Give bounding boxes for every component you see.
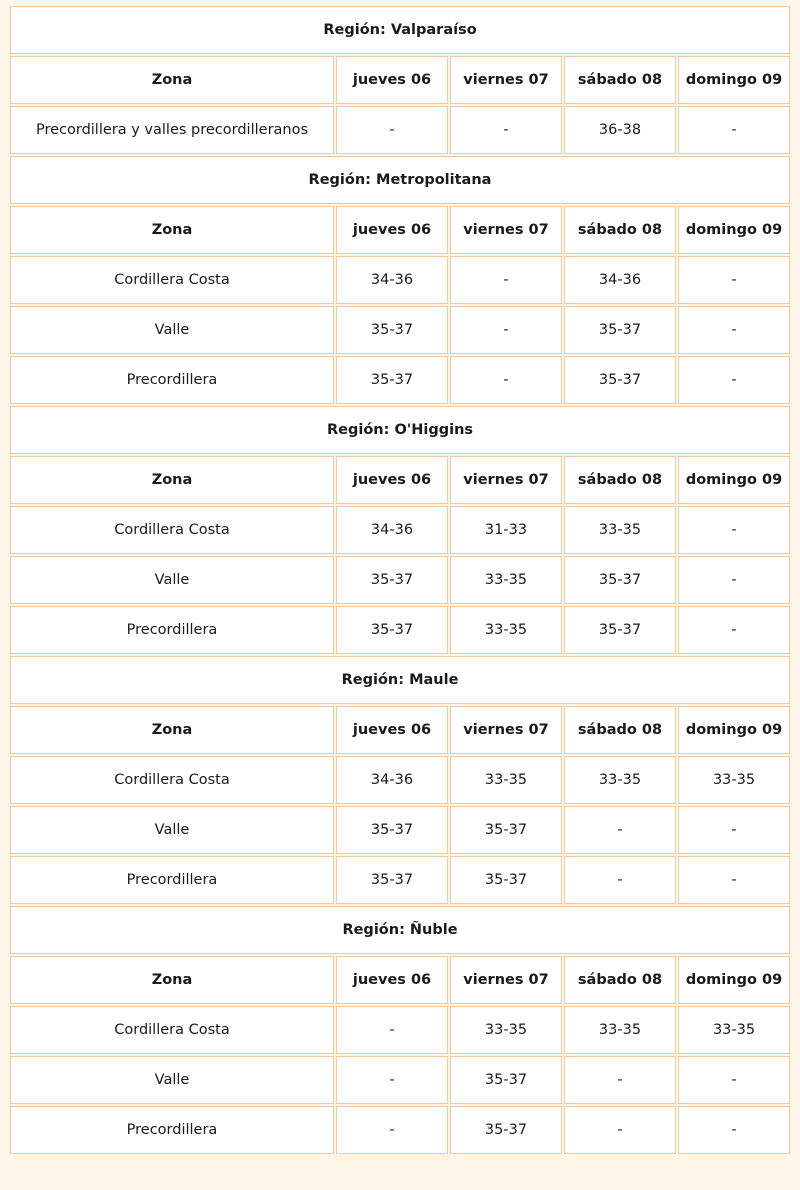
region-header-row [10,906,790,954]
temperature-cell: 35-37 [336,856,448,904]
zona-name-cell: Cordillera Costa [10,256,334,304]
heat-wave-forecast-table [8,4,792,1156]
temperature-cell: - [678,606,790,654]
region-header-row [10,406,790,454]
table-row [10,356,790,404]
temperature-cell: 33-35 [678,756,790,804]
temperature-cell: 35-37 [564,306,676,354]
temperature-cell: - [678,556,790,604]
column-header-row [10,706,790,754]
temperature-cell: 33-35 [678,1006,790,1054]
day-column-header: viernes 07 [450,56,562,104]
temperature-cell: 35-37 [564,556,676,604]
column-header-row [10,56,790,104]
temperature-cell: 34-36 [336,256,448,304]
temperature-cell: 35-37 [450,806,562,854]
day-column-header: sábado 08 [564,956,676,1004]
temperature-cell: 35-37 [564,606,676,654]
temperature-cell: 35-37 [450,856,562,904]
zona-column-header: Zona [10,456,334,504]
day-column-header: jueves 06 [336,56,448,104]
day-column-header: sábado 08 [564,456,676,504]
temperature-cell: - [564,806,676,854]
region-title: Región: Ñuble [10,906,790,954]
day-column-header: domingo 09 [678,706,790,754]
zona-column-header: Zona [10,56,334,104]
temperature-cell: - [678,356,790,404]
temperature-cell: 35-37 [336,606,448,654]
temperature-cell: - [678,1106,790,1154]
zona-name-cell: Valle [10,306,334,354]
zona-name-cell: Cordillera Costa [10,506,334,554]
column-header-row [10,456,790,504]
zona-name-cell: Precordillera [10,356,334,404]
day-column-header: jueves 06 [336,206,448,254]
table-row [10,1006,790,1054]
temperature-cell: - [678,106,790,154]
zona-name-cell: Precordillera [10,856,334,904]
temperature-cell: - [336,1056,448,1104]
temperature-cell: 35-37 [450,1056,562,1104]
temperature-cell: 34-36 [564,256,676,304]
day-column-header: jueves 06 [336,456,448,504]
temperature-cell: 33-35 [450,1006,562,1054]
temperature-cell: - [450,256,562,304]
table-row [10,506,790,554]
table-row [10,1106,790,1154]
day-column-header: domingo 09 [678,956,790,1004]
region-title: Región: Maule [10,656,790,704]
region-header-row [10,156,790,204]
temperature-cell: 34-36 [336,756,448,804]
day-column-header: domingo 09 [678,456,790,504]
temperature-cell: - [336,1106,448,1154]
region-title: Región: Metropolitana [10,156,790,204]
temperature-cell: - [678,856,790,904]
zona-column-header: Zona [10,956,334,1004]
day-column-header: jueves 06 [336,956,448,1004]
column-header-row [10,956,790,1004]
zona-name-cell: Cordillera Costa [10,756,334,804]
region-header-row [10,656,790,704]
temperature-cell: 33-35 [450,556,562,604]
temperature-cell: 35-37 [336,356,448,404]
table-row [10,606,790,654]
temperature-cell: - [678,806,790,854]
day-column-header: viernes 07 [450,706,562,754]
zona-name-cell: Cordillera Costa [10,1006,334,1054]
temperature-cell: 33-35 [564,756,676,804]
table-row [10,756,790,804]
temperature-cell: 35-37 [450,1106,562,1154]
table-row [10,106,790,154]
table-row [10,806,790,854]
temperature-cell: - [336,1006,448,1054]
table-row [10,256,790,304]
zona-name-cell: Valle [10,1056,334,1104]
temperature-cell: 33-35 [450,606,562,654]
region-title: Región: O'Higgins [10,406,790,454]
temperature-cell: 33-35 [564,506,676,554]
temperature-cell: - [678,506,790,554]
region-header-row [10,6,790,54]
temperature-cell: - [450,306,562,354]
zona-name-cell: Precordillera [10,606,334,654]
day-column-header: domingo 09 [678,206,790,254]
zona-column-header: Zona [10,206,334,254]
day-column-header: sábado 08 [564,56,676,104]
day-column-header: sábado 08 [564,706,676,754]
temperature-cell: - [450,106,562,154]
temperature-cell: - [450,356,562,404]
day-column-header: domingo 09 [678,56,790,104]
temperature-cell: 35-37 [336,306,448,354]
column-header-row [10,206,790,254]
temperature-cell: - [678,306,790,354]
temperature-cell: 35-37 [336,806,448,854]
region-title: Región: Valparaíso [10,6,790,54]
temperature-cell: - [336,106,448,154]
temperature-cell: - [564,1106,676,1154]
zona-name-cell: Valle [10,556,334,604]
table-row [10,856,790,904]
zona-name-cell: Precordillera y valles precordilleranos [10,106,334,154]
temperature-cell: 33-35 [564,1006,676,1054]
table-row [10,306,790,354]
day-column-header: viernes 07 [450,956,562,1004]
day-column-header: viernes 07 [450,456,562,504]
temperature-cell: 34-36 [336,506,448,554]
day-column-header: jueves 06 [336,706,448,754]
zona-column-header: Zona [10,706,334,754]
temperature-cell: - [564,856,676,904]
temperature-cell: 31-33 [450,506,562,554]
zona-name-cell: Precordillera [10,1106,334,1154]
table-row [10,1056,790,1104]
temperature-cell: 36-38 [564,106,676,154]
table-row [10,556,790,604]
zona-name-cell: Valle [10,806,334,854]
temperature-cell: - [564,1056,676,1104]
temperature-cell: - [678,1056,790,1104]
temperature-cell: 35-37 [336,556,448,604]
day-column-header: sábado 08 [564,206,676,254]
temperature-cell: 35-37 [564,356,676,404]
temperature-cell: - [678,256,790,304]
day-column-header: viernes 07 [450,206,562,254]
temperature-cell: 33-35 [450,756,562,804]
